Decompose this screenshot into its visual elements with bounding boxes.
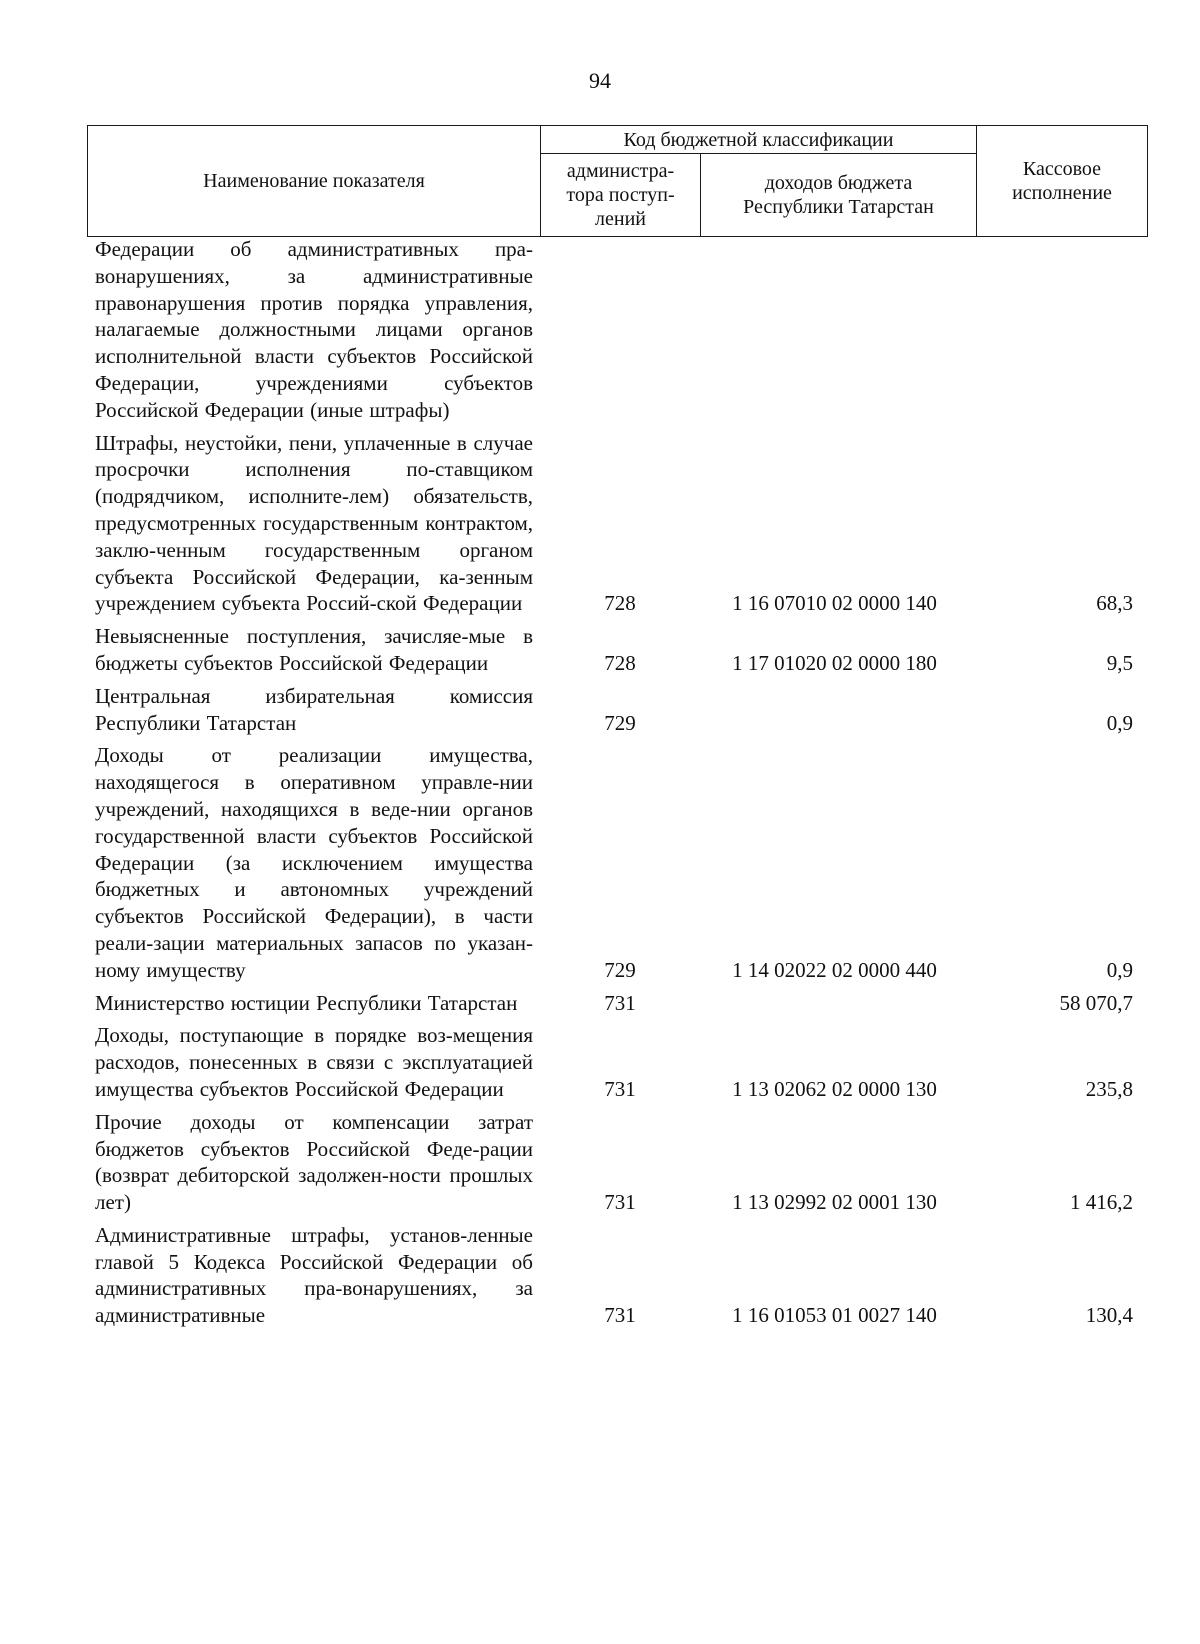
row-admin-code: 729: [604, 710, 636, 735]
row-income-code: 1 16 01053 01 0027 140: [732, 1303, 937, 1328]
table-row: [0, 430, 1200, 618]
header-admin-cell: администра-тора поступ-лений: [541, 154, 701, 237]
row-admin-code: 731: [604, 1076, 636, 1101]
row-amount: 0,9: [1106, 710, 1133, 735]
row-name: Прочие доходы от компенсации затрат бюджетов субъектов Российской Феде-рации (возврат дебиторской задолжен-ности прошлых лет): [95, 1109, 533, 1215]
row-name: Доходы, поступающие в порядке воз-мещения расходов, понесенных в связи с эксплуатацией имущества субъектов Российской Федерации: [95, 1023, 533, 1101]
table-row: [0, 1109, 1200, 1216]
row-amount: 130,4: [1085, 1303, 1133, 1328]
row-amount: 68,3: [1096, 591, 1133, 616]
table-row: [0, 236, 1200, 424]
table-row: [0, 683, 1200, 737]
row-name: Центральная избирательная комиссия Республики Татарстан: [95, 683, 533, 735]
row-income-code: 1 14 02022 02 0000 440: [732, 957, 937, 982]
table-header: [87, 125, 1148, 237]
page-number: 94: [589, 68, 611, 93]
table-body: [0, 236, 1200, 1335]
row-amount: 1 416,2: [1070, 1190, 1133, 1215]
row-amount: 235,8: [1085, 1076, 1133, 1101]
row-name: Штрафы, неустойки, пени, уплаченные в случае просрочки исполнения по-ставщиком (подрядчиком, исполните-лем) обязательств, предусмотренных государственным контрактом, заклю-ченным государственным органом субъекта Российской Федерации, ка-зенным учреждением субъекта Россий-ской Федерации: [95, 430, 533, 616]
row-name: Министерство юстиции Республики Татарстан: [95, 990, 518, 1015]
table-row: [0, 623, 1200, 677]
row-name: Доходы от реализации имущества, находящегося в оперативном управле-нии учреждений, находящихся в веде-нии органов государственной власти субъектов Российской Федерации (за исключением имущества бюджетных и автономных учреждений субъектов Российской Федерации), в части реали-зации материальных запасов по указан-ному имуществу: [95, 743, 533, 982]
table-row: [0, 1222, 1200, 1329]
row-admin-code: 729: [604, 957, 636, 982]
header-income-cell: доходов бюджета Республики Татарстан: [701, 154, 977, 237]
row-name: Невыясненные поступления, зачисляе-мые в бюджеты субъектов Российской Федерации: [95, 624, 533, 675]
row-income-code: 1 17 01020 02 0000 180: [732, 650, 937, 675]
header-classification-cell: Код бюджетной классификации: [541, 126, 977, 154]
row-name: Федерации об административных пра-вонарушениях, за административные правонарушения против порядка управления, налагаемые должностными лицами органов исполнительной власти субъектов Российской Федерации, учреждениями субъектов Российской Федерации (иные штрафы): [95, 237, 533, 422]
header-name-cell: Наименование показателя: [88, 126, 541, 237]
row-amount: 9,5: [1106, 650, 1133, 675]
row-amount: 0,9: [1106, 957, 1133, 982]
row-admin-code: 731: [604, 1190, 636, 1215]
row-admin-code: 731: [604, 1303, 636, 1328]
row-income-code: 1 13 02992 02 0001 130: [732, 1190, 937, 1215]
table-row: [0, 990, 1200, 1017]
row-admin-code: 728: [604, 650, 636, 675]
row-income-code: 1 13 02062 02 0000 130: [732, 1076, 937, 1101]
header-execution-cell: Кассовое исполнение: [977, 126, 1148, 237]
table-row: [0, 1022, 1200, 1102]
row-admin-code: 728: [604, 591, 636, 616]
row-amount: 58 070,7: [1059, 990, 1133, 1015]
row-name: Административные штрафы, установ-ленные главой 5 Кодекса Российской Федерации об административных пра-вонарушениях, за административные: [95, 1222, 533, 1328]
row-admin-code: 731: [604, 990, 636, 1015]
row-income-code: 1 16 07010 02 0000 140: [732, 591, 937, 616]
table-row: [0, 742, 1200, 983]
